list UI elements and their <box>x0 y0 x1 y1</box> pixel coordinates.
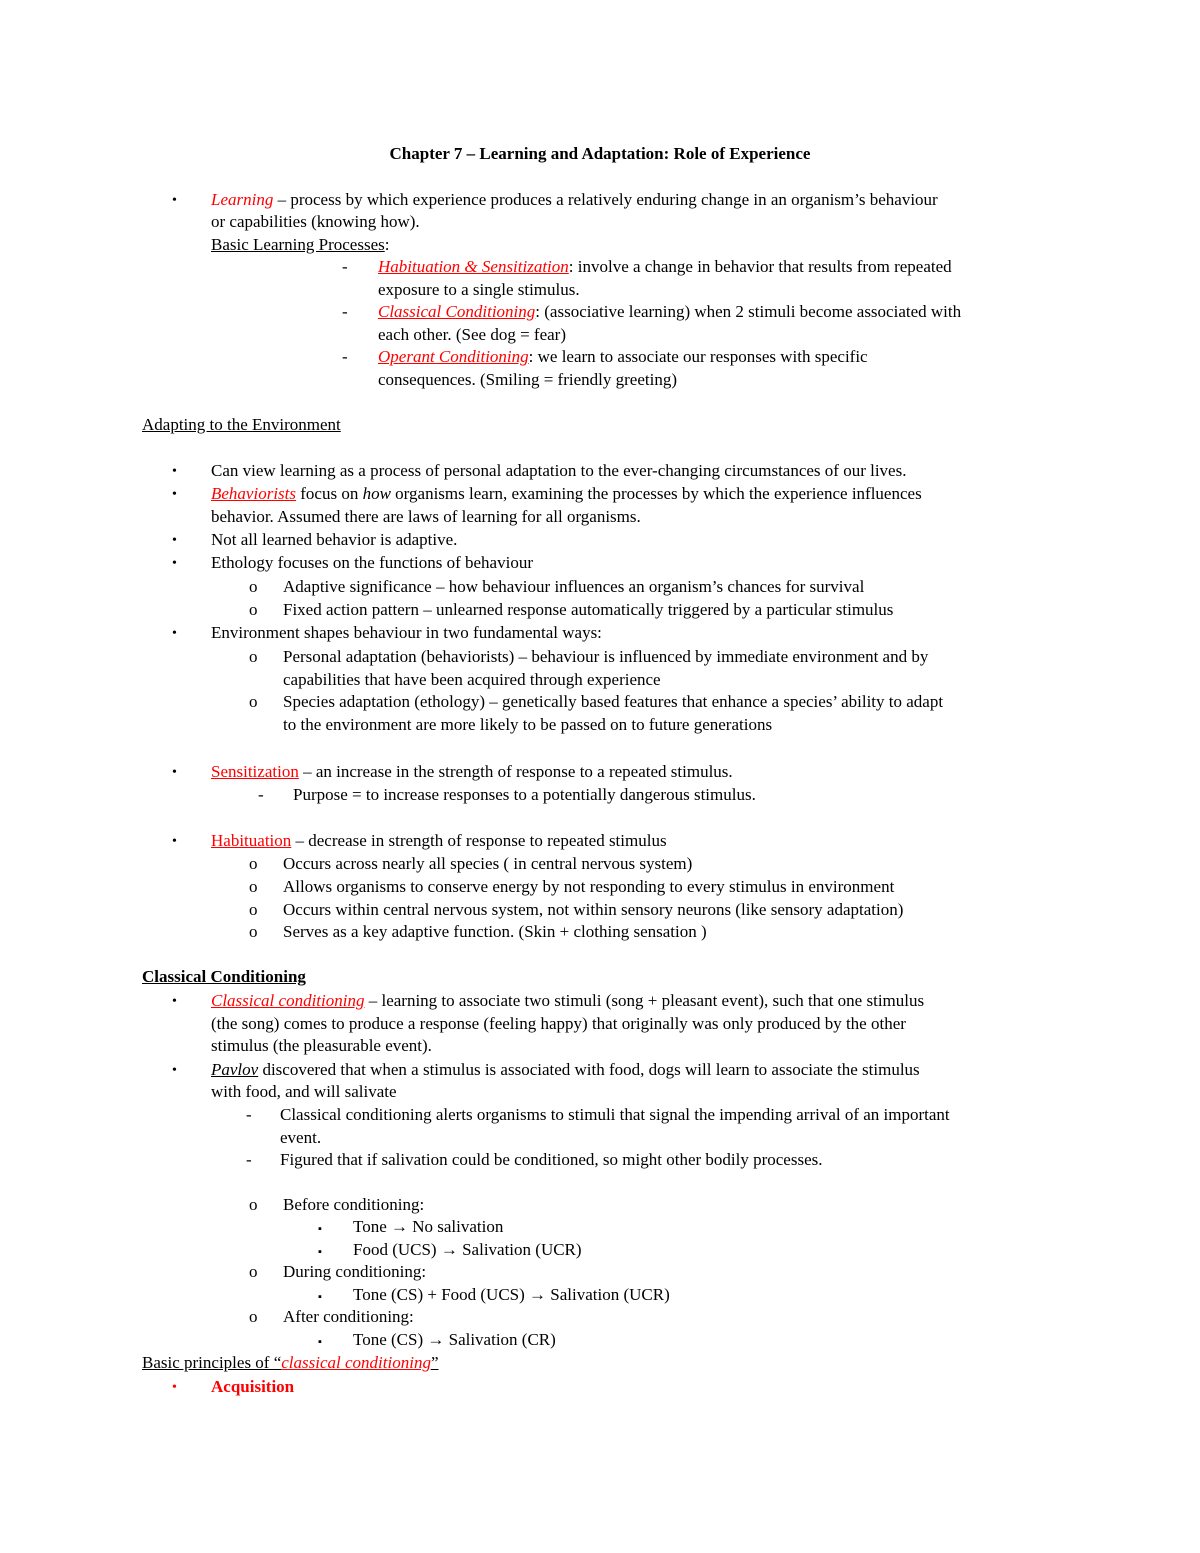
process-item-line2: exposure to a single stimulus. <box>378 280 580 299</box>
behaviorists-line2: behavior. Assumed there are laws of learning for all organisms. <box>211 507 641 526</box>
dash-marker: - <box>342 347 348 366</box>
circle-marker: o <box>249 692 258 711</box>
square-marker: ▪ <box>318 1336 322 1348</box>
phase-item: Food (UCS) → Salivation (UCR) <box>353 1240 582 1259</box>
sub-item: Fixed action pattern – unlearned response automatically triggered by a particular stimulus <box>283 600 894 619</box>
sub-item: Allows organisms to conserve energy by not responding to every stimulus in environment <box>283 877 895 896</box>
phase-item: Tone → No salivation <box>353 1217 504 1236</box>
process-term: Habituation & Sensitization <box>378 257 569 276</box>
circle-marker: o <box>249 900 258 919</box>
sub-item-line1: Personal adaptation (behaviorists) – behaviour is influenced by immediate environment and by <box>283 647 929 666</box>
bullet-marker: • <box>172 533 177 548</box>
dash-marker: - <box>342 257 348 276</box>
habituation-line: Habituation – decrease in strength of response to repeated stimulus <box>211 831 667 850</box>
pavlov-term: Pavlov <box>211 1060 259 1079</box>
dash-marker: - <box>342 302 348 321</box>
bullet-marker: • <box>172 1380 177 1395</box>
process-item-line1: Habituation & Sensitization: involve a change in behavior that results from repeated <box>378 257 952 276</box>
dash-item-line2: event. <box>280 1128 322 1147</box>
phase-label: During conditioning: <box>283 1262 427 1281</box>
circle-marker: o <box>249 1262 258 1281</box>
circle-marker: o <box>249 877 258 896</box>
sub-item-line1: Species adaptation (ethology) – genetically based features that enhance a species’ ability to adapt <box>283 692 944 711</box>
learning-definition-line1: Learning – process by which experience produces a relatively enduring change in an organism’s behaviour <box>211 190 938 209</box>
bullet-marker: • <box>172 626 177 641</box>
phase-item: Tone (CS) → Salivation (CR) <box>353 1330 556 1349</box>
sensitization-line: Sensitization – an increase in the strength of response to a repeated stimulus. <box>211 762 733 781</box>
square-marker: ▪ <box>318 1291 322 1303</box>
pavlov-line1: Pavlov discovered that when a stimulus is associated with food, dogs will learn to associate the stimulus <box>211 1060 920 1079</box>
dash-marker: - <box>246 1105 252 1124</box>
sensitization-term: Sensitization <box>211 762 299 781</box>
phase-item: Tone (CS) + Food (UCS) → Salivation (UCR) <box>353 1285 670 1304</box>
behaviorists-line1: Behaviorists focus on how organisms learn, examining the processes by which the experience influences <box>211 484 922 503</box>
process-item-line2: consequences. (Smiling = friendly greeting) <box>378 370 677 389</box>
bullet-marker: • <box>172 1063 177 1078</box>
process-term: Operant Conditioning <box>378 347 529 366</box>
classical-definition-line1: Classical conditioning – learning to associate two stimuli (song + pleasant event), such that one stimulus <box>211 991 925 1010</box>
bullet-marker: • <box>172 193 177 208</box>
sub-item: Adaptive significance – how behaviour influences an organism’s chances for survival <box>283 577 865 596</box>
list-item: Can view learning as a process of personal adaptation to the ever-changing circumstances of our lives. <box>211 461 907 480</box>
bullet-marker: • <box>172 487 177 502</box>
bullet-marker: • <box>172 556 177 571</box>
sub-item: Serves as a key adaptive function. (Skin + clothing sensation ) <box>283 922 707 941</box>
list-item: Environment shapes behaviour in two fundamental ways: <box>211 623 602 642</box>
section-heading-adapting: Adapting to the Environment <box>142 415 341 434</box>
habituation-term: Habituation <box>211 831 292 850</box>
list-item: Not all learned behavior is adaptive. <box>211 530 458 549</box>
bullet-marker: • <box>172 464 177 479</box>
process-item-line2: each other. (See dog = fear) <box>378 325 566 344</box>
circle-marker: o <box>249 577 258 596</box>
circle-marker: o <box>249 854 258 873</box>
bullet-marker: • <box>172 994 177 1009</box>
square-marker: ▪ <box>318 1246 322 1258</box>
pavlov-line2: with food, and will salivate <box>211 1082 397 1101</box>
dash-item: Figured that if salivation could be conditioned, so might other bodily processes. <box>280 1150 823 1169</box>
circle-marker: o <box>249 1307 258 1326</box>
section-heading-classical: Classical Conditioning <box>142 967 306 986</box>
square-marker: ▪ <box>318 1223 322 1235</box>
process-term: Classical Conditioning <box>378 302 536 321</box>
basic-processes-label: Basic Learning Processes: <box>211 235 390 254</box>
process-item-line1: Operant Conditioning: we learn to associate our responses with specific <box>378 347 868 366</box>
circle-marker: o <box>249 922 258 941</box>
page-title: Chapter 7 – Learning and Adaptation: Role of Experience <box>389 144 811 163</box>
circle-marker: o <box>249 1195 258 1214</box>
behaviorists-term: Behaviorists <box>211 484 296 503</box>
sub-item: Occurs across nearly all species ( in central nervous system) <box>283 854 693 873</box>
dash-marker: - <box>258 785 264 804</box>
sub-item: Purpose = to increase responses to a potentially dangerous stimulus. <box>293 785 756 804</box>
process-item-line1: Classical Conditioning: (associative learning) when 2 stimuli become associated with <box>378 302 962 321</box>
phase-label: Before conditioning: <box>283 1195 425 1214</box>
sub-item-line2: to the environment are more likely to be passed on to future generations <box>283 715 773 734</box>
acquisition-item: Acquisition <box>211 1377 295 1396</box>
list-item: Ethology focuses on the functions of behaviour <box>211 553 533 572</box>
bullet-marker: • <box>172 765 177 780</box>
circle-marker: o <box>249 600 258 619</box>
section-heading-principles: Basic principles of “classical conditioning” <box>142 1353 439 1372</box>
dash-item-line1: Classical conditioning alerts organisms to stimuli that signal the impending arrival of an important <box>280 1105 950 1124</box>
bullet-marker: • <box>172 834 177 849</box>
sub-item-line2: capabilities that have been acquired through experience <box>283 670 661 689</box>
dash-marker: - <box>246 1150 252 1169</box>
learning-term: Learning <box>211 190 274 209</box>
classical-term: Classical conditioning <box>211 991 365 1010</box>
learning-definition-line2: or capabilities (knowing how). <box>211 212 420 231</box>
circle-marker: o <box>249 647 258 666</box>
classical-definition-line3: stimulus (the pleasurable event). <box>211 1036 432 1055</box>
phase-label: After conditioning: <box>283 1307 414 1326</box>
classical-definition-line2: (the song) comes to produce a response (feeling happy) that originally was only produced by the other <box>211 1014 906 1033</box>
sub-item: Occurs within central nervous system, not within sensory neurons (like sensory adaptation) <box>283 900 904 919</box>
